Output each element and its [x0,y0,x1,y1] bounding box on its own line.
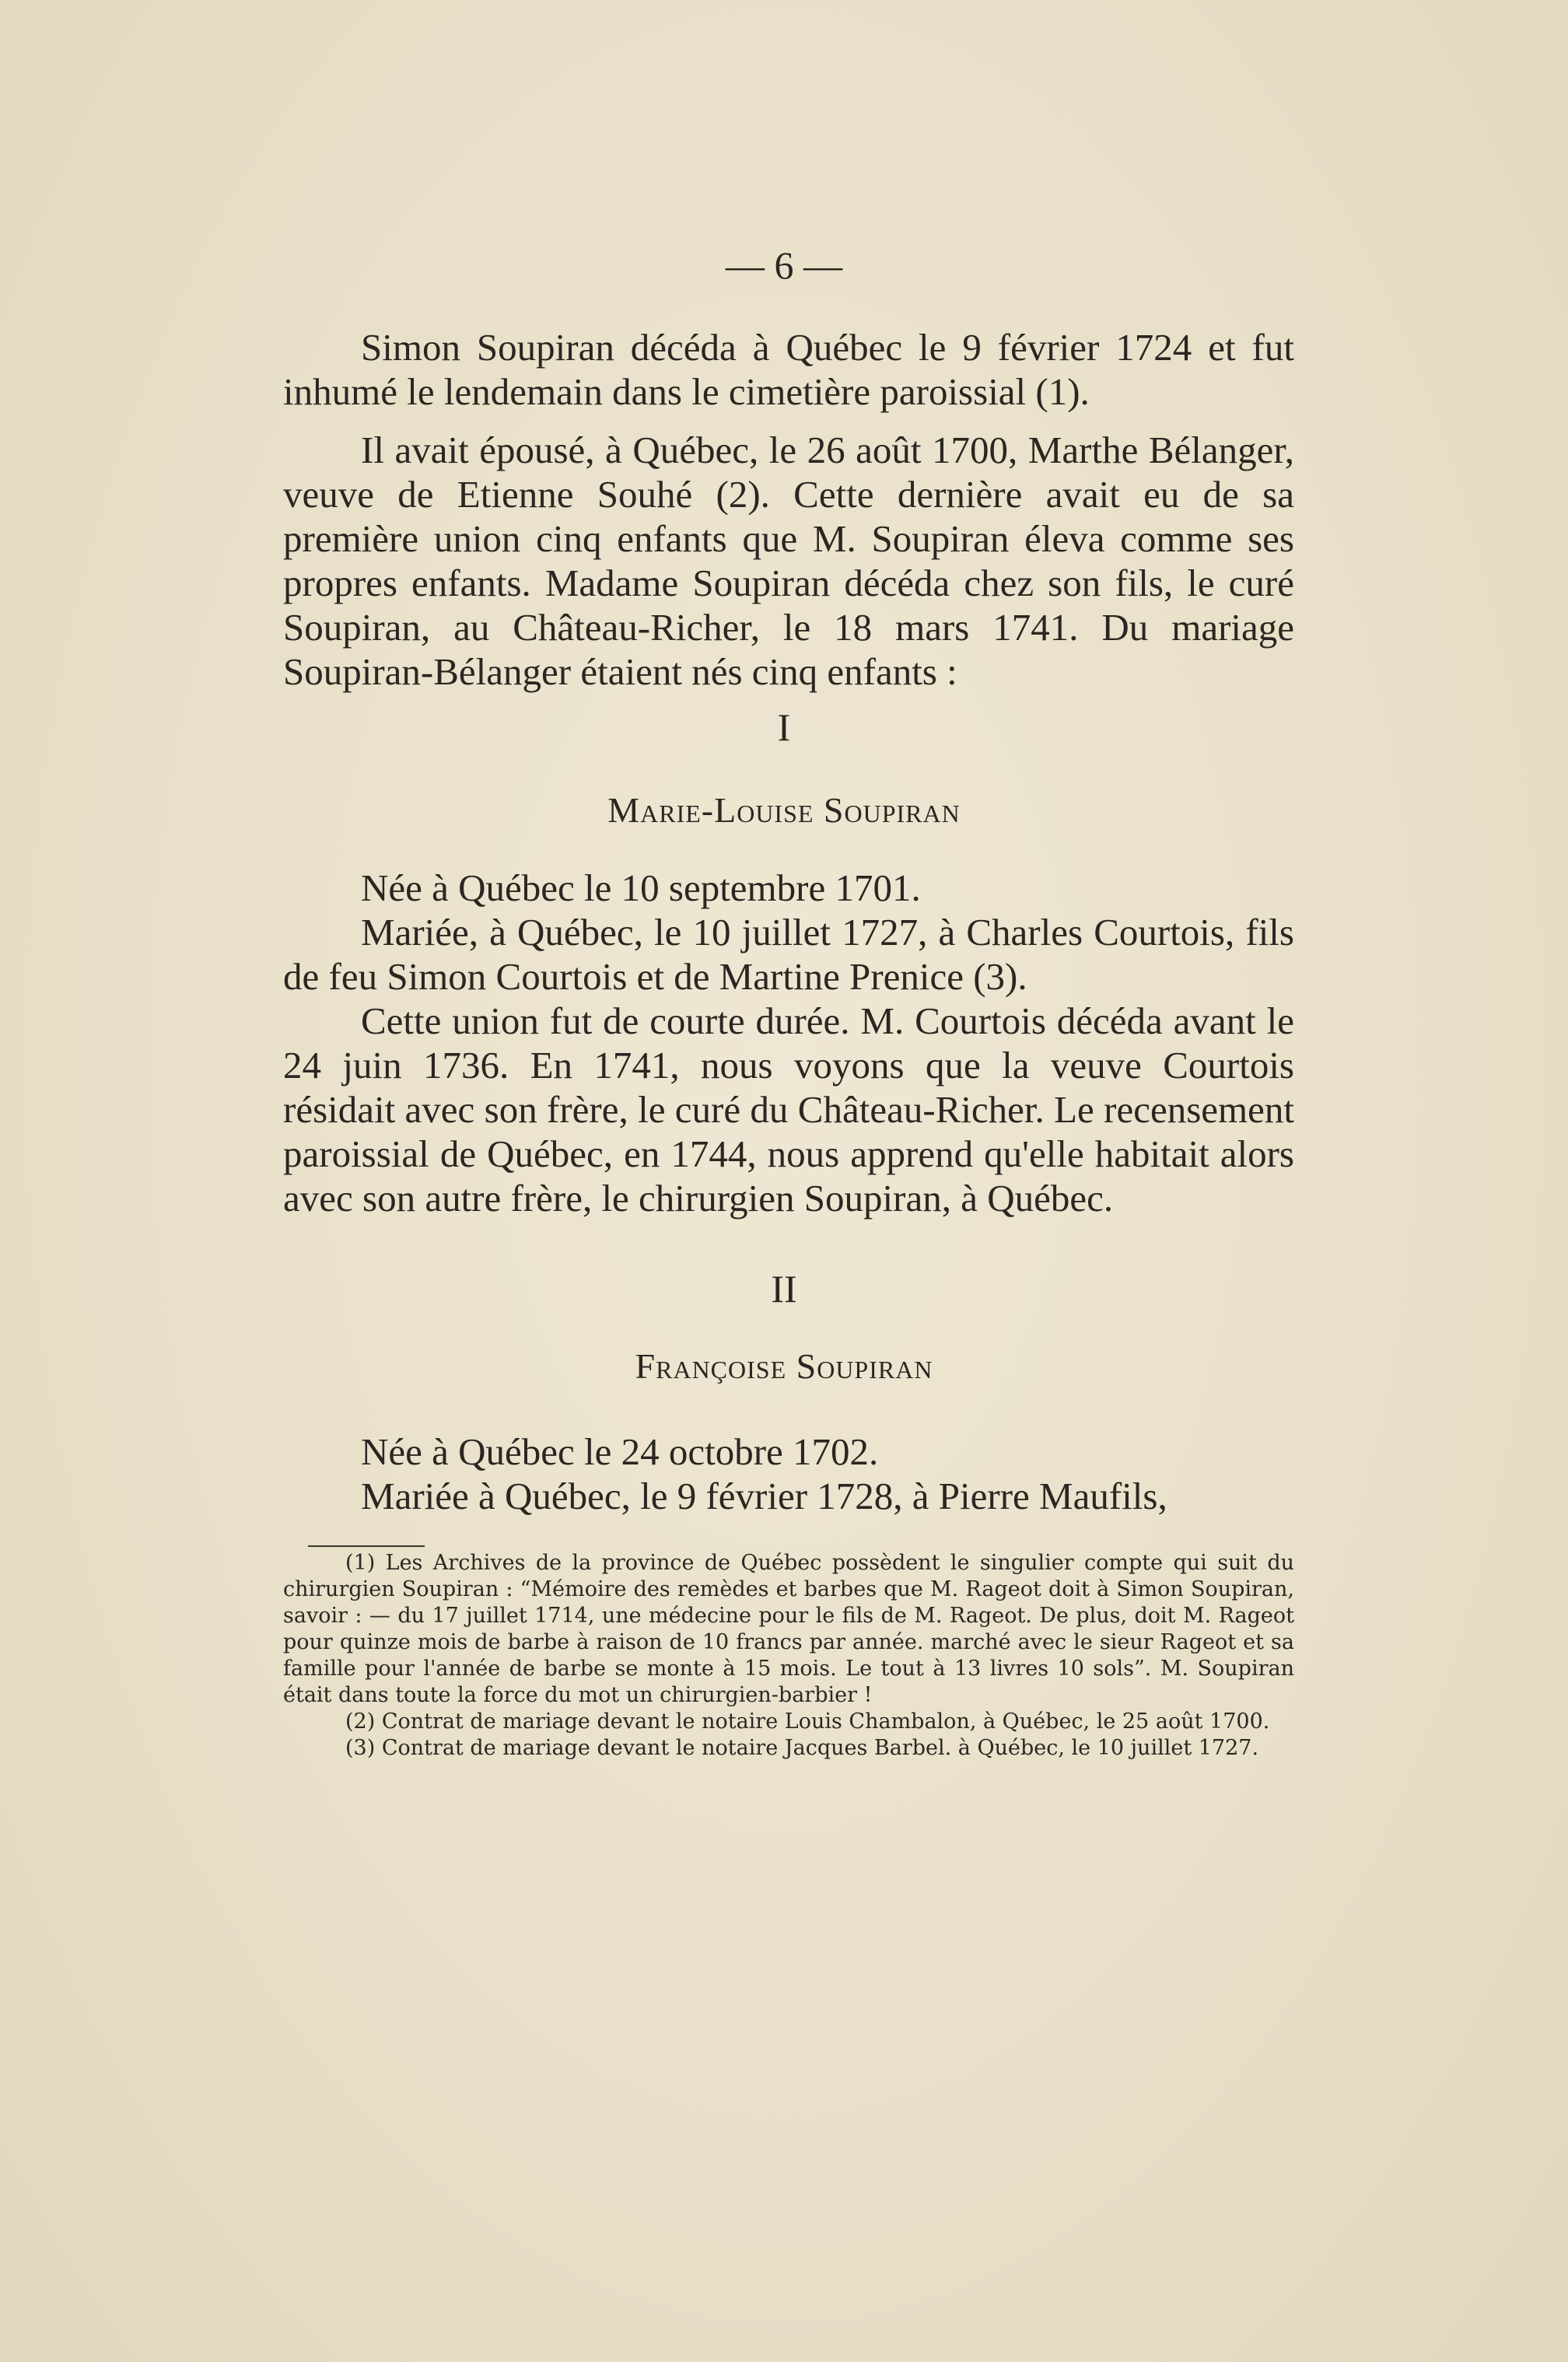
page-number: — 6 — [726,243,842,287]
paragraph: Simon Soupiran décéda à Québec le 9 février 1724 et fut inhumé le lendemain dans le cimetière paroissial (1). [283,326,1294,413]
intro-text [283,325,1294,694]
section-text [283,1429,1294,1518]
paragraph: Cette union fut de courte durée. M. Courtois décéda avant le 24 juin 1736. En 1741, nous voyons que la veuve Courtois résidait avec son frère, le curé du Château-Richer. Le recensement paroissial de Québec, en 1744, nous apprend qu'elle habitait alors avec son autre frère, le chirurgien Soupiran, à Québec. [283,999,1294,1219]
paragraph: Née à Québec le 10 septembre 1701. [361,866,921,909]
paragraph: Née à Québec le 24 octobre 1702. [361,1430,879,1473]
paragraph: Il avait épousé, à Québec, le 26 août 1700, Marthe Bélanger, veuve de Etienne Souhé (2). Cette dernière avait eu de sa première union cinq enfants que M. Soupiran éleva comme ses propres enfants. Madame Soupiran décéda chez son fils, le curé Soupiran, au Château-Richer, le 18 mars 1741. Du mariage Soupiran-Bélanger étaient nés cinq enfants : [283,429,1294,693]
footnote: (2) Contrat de mariage devant le notaire Louis Chambalon, à Québec, le 25 août 1700. [345,1709,1270,1734]
paragraph: Mariée, à Québec, le 10 juillet 1727, à Charles Courtois, fils de feu Simon Courtois et de Martine Prenice (3). [283,911,1294,998]
footnote: (1) Les Archives de la province de Québec possèdent le singulier compte qui suit du chirurgien Soupiran : “Mémoire des remèdes et barbes que M. Rageot doit à Simon Soupiran, savoir : — du 17 juillet 1714, une médecine pour le fils de M. Rageot. De plus, doit M. Rageot pour quinze mois de barbe à raison de 10 francs par année. marché avec le sieur Rageot et sa famille pour l'année de barbe se monte à 15 mois. Le tout à 13 livres 10 sols”. M. Soupiran était dans toute la force du mot un chirurgien-barbier ! [283,1551,1294,1707]
footnotes [283,1550,1294,1762]
footnote-rule [308,1545,425,1547]
section-text [283,866,1294,1220]
section-heading: Françoise Soupiran [635,1346,933,1386]
section-numeral: I [777,705,791,749]
paragraph: Mariée à Québec, le 9 février 1728, à Pierre Maufils, [361,1475,1167,1517]
section-heading: Marie-Louise Soupiran [607,790,961,830]
section-numeral: II [771,1267,797,1310]
footnote: (3) Contrat de mariage devant le notaire Jacques Barbel. à Québec, le 10 juillet 1727. [345,1736,1259,1760]
